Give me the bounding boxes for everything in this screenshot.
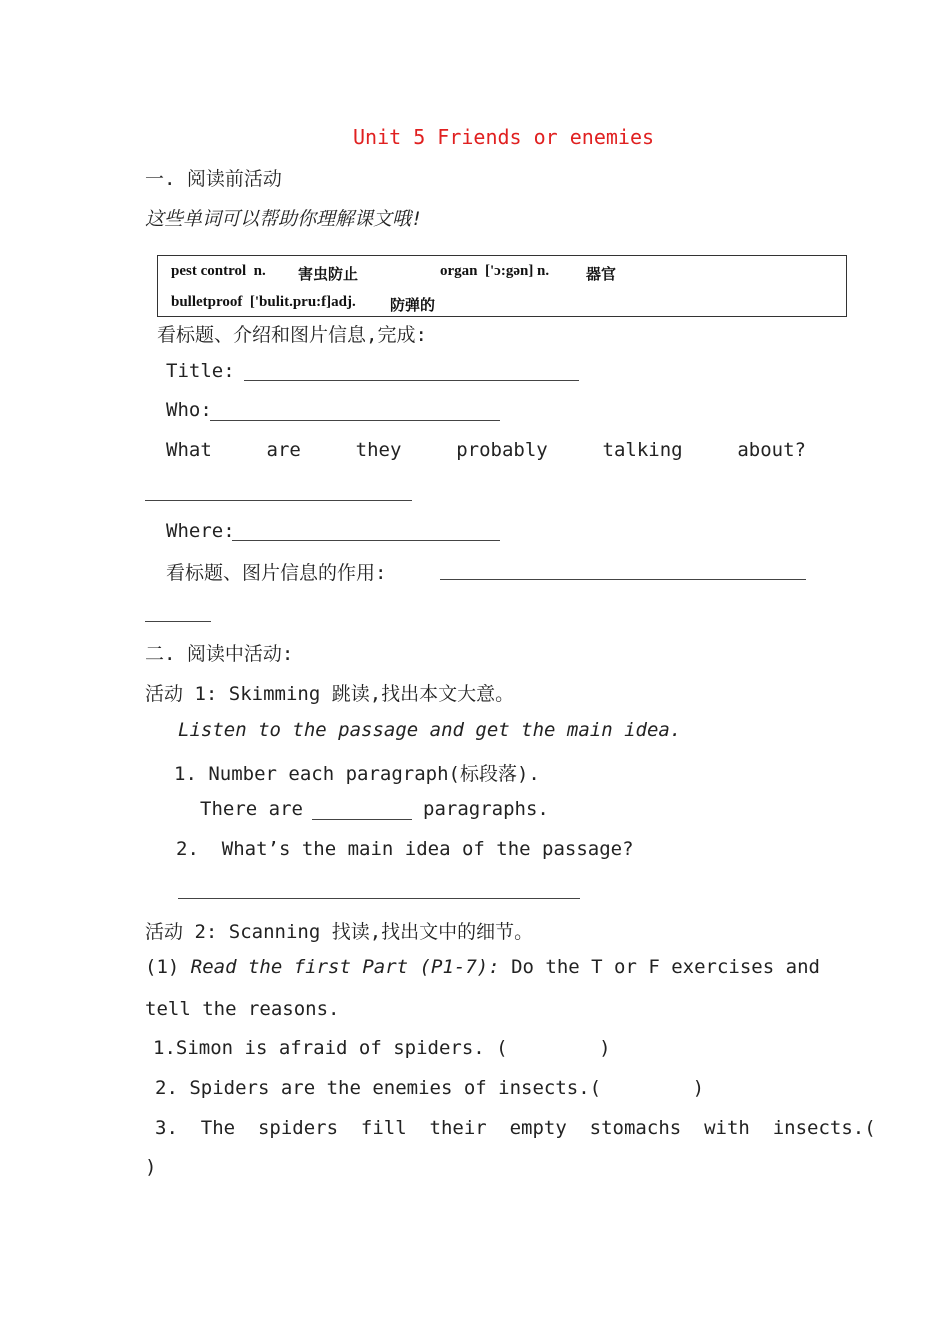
vocab-hint: 这些单词可以帮助你理解课文哦! [145, 208, 423, 230]
vocab-word-organ: organ ['ɔ:gən] n. [440, 263, 550, 279]
who-label: Who: [166, 399, 212, 421]
title-blank[interactable] [244, 380, 579, 381]
part1-instruction [145, 956, 820, 978]
what-question [166, 439, 806, 461]
section2-heading: 二. 阅读中活动: [145, 643, 294, 665]
question-1b-end: paragraphs. [423, 798, 549, 820]
where-label: Where: [166, 520, 235, 542]
vocab-meaning-bulletproof: 防弹的 [390, 298, 436, 314]
what-word: What [166, 439, 212, 461]
title-label: Title: [166, 360, 235, 382]
tf-statement-3-close: ) [145, 1156, 157, 1178]
vocab-meaning-organ: 器官 [586, 267, 617, 283]
tf-statement-1: 1.Simon is afraid of spiders. ( ) [153, 1037, 611, 1059]
part-number: (1) [145, 956, 180, 978]
paragraph-count-blank[interactable] [312, 819, 412, 820]
tf-statement-3: 3. The spiders fill their empty stomachs with insects.( [155, 1117, 876, 1139]
what-word: are [266, 439, 301, 461]
activity2-heading: 活动 2: Scanning 找读,找出文中的细节。 [145, 921, 534, 943]
vocab-box [157, 255, 847, 317]
question-1b-start: There are [200, 798, 303, 820]
section1-heading: 一. 阅读前活动 [145, 168, 282, 190]
part1-instruction-line2: tell the reasons. [145, 998, 340, 1020]
what-word: probably [456, 439, 548, 461]
question-2: 2. What’s the main idea of the passage? [176, 838, 634, 860]
page-title: Unit 5 Friends or enemies [353, 125, 655, 149]
main-idea-blank[interactable] [178, 898, 580, 899]
instruction: 看标题、介绍和图片信息,完成: [157, 324, 427, 346]
what-blank[interactable] [145, 500, 412, 501]
vocab-word-pest-control: pest control n. [171, 263, 266, 279]
role-label: 看标题、图片信息的作用: [166, 562, 387, 584]
vocab-word-bulletproof: bulletproof ['bulit.pru:f]adj. [171, 294, 356, 310]
what-word: they [355, 439, 402, 461]
what-word: about? [737, 439, 806, 461]
vocab-meaning-pest-control: 害虫防止 [298, 267, 359, 283]
activity1-instruction: Listen to the passage and get the main idea. [178, 719, 682, 741]
role-blank[interactable] [440, 579, 806, 580]
activity1-heading: 活动 1: Skimming 跳读,找出本文大意。 [145, 683, 515, 705]
where-blank[interactable] [232, 540, 500, 541]
part-task: Do the T or F exercises and [511, 956, 820, 978]
question-1: 1. Number each paragraph(标段落). [174, 763, 540, 785]
part-title: Read the first Part (P1-7): [190, 956, 500, 978]
tf-statement-2: 2. Spiders are the enemies of insects.( ) [155, 1077, 705, 1099]
role-blank-continued[interactable] [145, 621, 211, 622]
who-blank[interactable] [210, 420, 500, 421]
what-word: talking [602, 439, 683, 461]
